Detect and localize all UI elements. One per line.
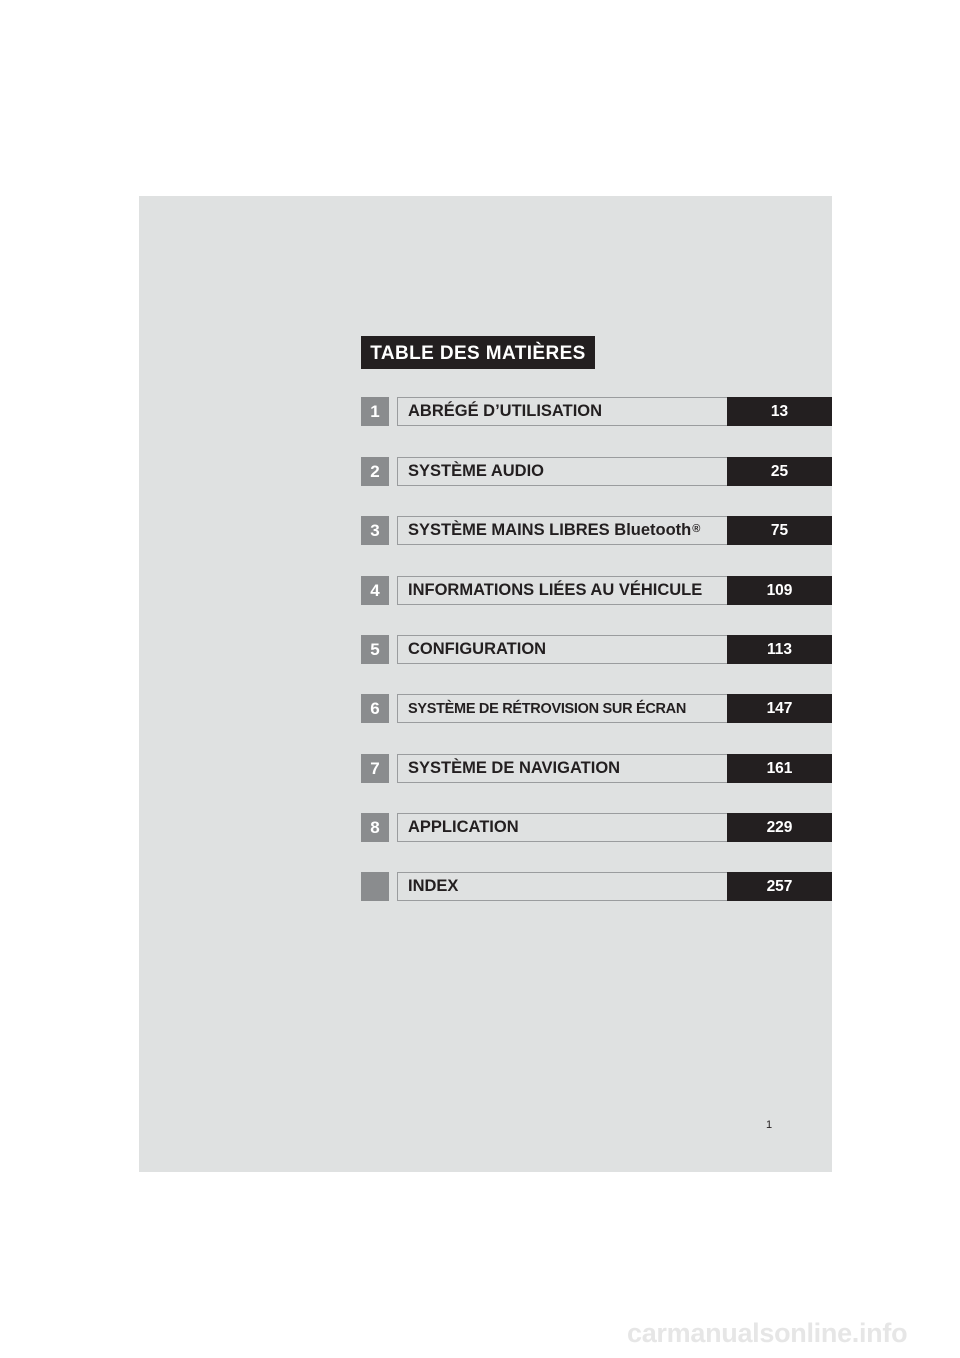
registered-mark: ® (692, 522, 701, 535)
chapter-page[interactable]: 25 (727, 457, 832, 486)
chapter-page[interactable]: 161 (727, 754, 832, 783)
chapter-row-3[interactable] (361, 516, 832, 545)
chapter-label[interactable]: SYSTÈME DE NAVIGATION (397, 754, 727, 783)
chapter-row-6[interactable] (361, 694, 832, 723)
chapter-row-4[interactable] (361, 576, 832, 605)
chapter-page[interactable]: 113 (727, 635, 832, 664)
chapter-number (361, 872, 389, 901)
chapter-row-5[interactable] (361, 635, 832, 664)
chapter-label[interactable]: CONFIGURATION (397, 635, 727, 664)
chapter-label[interactable]: ABRÉGÉ D’UTILISATION (397, 397, 727, 426)
chapter-label[interactable]: SYSTÈME DE RÉTROVISION SUR ÉCRAN (397, 694, 727, 723)
chapter-number: 1 (361, 397, 389, 426)
watermark (627, 1318, 957, 1350)
chapter-row-1[interactable] (361, 397, 832, 426)
chapter-number: 6 (361, 694, 389, 723)
chapter-row-7[interactable] (361, 754, 832, 783)
chapter-page[interactable]: 75 (727, 516, 832, 545)
chapter-label[interactable] (397, 516, 727, 545)
toc-title: TABLE DES MATIÈRES (361, 336, 595, 369)
chapter-number: 3 (361, 516, 389, 545)
chapter-number: 4 (361, 576, 389, 605)
chapter-number: 7 (361, 754, 389, 783)
page-number: 1 (766, 1119, 773, 1131)
chapter-page[interactable]: 109 (727, 576, 832, 605)
chapter-row-2[interactable] (361, 457, 832, 486)
chapter-number: 8 (361, 813, 389, 842)
watermark-text: carmanualsonline.info (627, 1318, 908, 1348)
chapter-label[interactable]: INDEX (397, 872, 727, 901)
chapter-row-index[interactable] (361, 872, 832, 901)
chapter-label[interactable]: APPLICATION (397, 813, 727, 842)
chapter-label[interactable]: SYSTÈME AUDIO (397, 457, 727, 486)
chapter-number: 5 (361, 635, 389, 664)
chapter-label[interactable]: INFORMATIONS LIÉES AU VÉHICULE (397, 576, 727, 605)
chapter-number: 2 (361, 457, 389, 486)
chapter-page[interactable]: 229 (727, 813, 832, 842)
chapter-page[interactable]: 13 (727, 397, 832, 426)
chapter-row-8[interactable] (361, 813, 832, 842)
chapter-label-text: SYSTÈME MAINS LIBRES Bluetooth (408, 521, 692, 539)
chapter-page[interactable]: 257 (727, 872, 832, 901)
chapter-page[interactable]: 147 (727, 694, 832, 723)
